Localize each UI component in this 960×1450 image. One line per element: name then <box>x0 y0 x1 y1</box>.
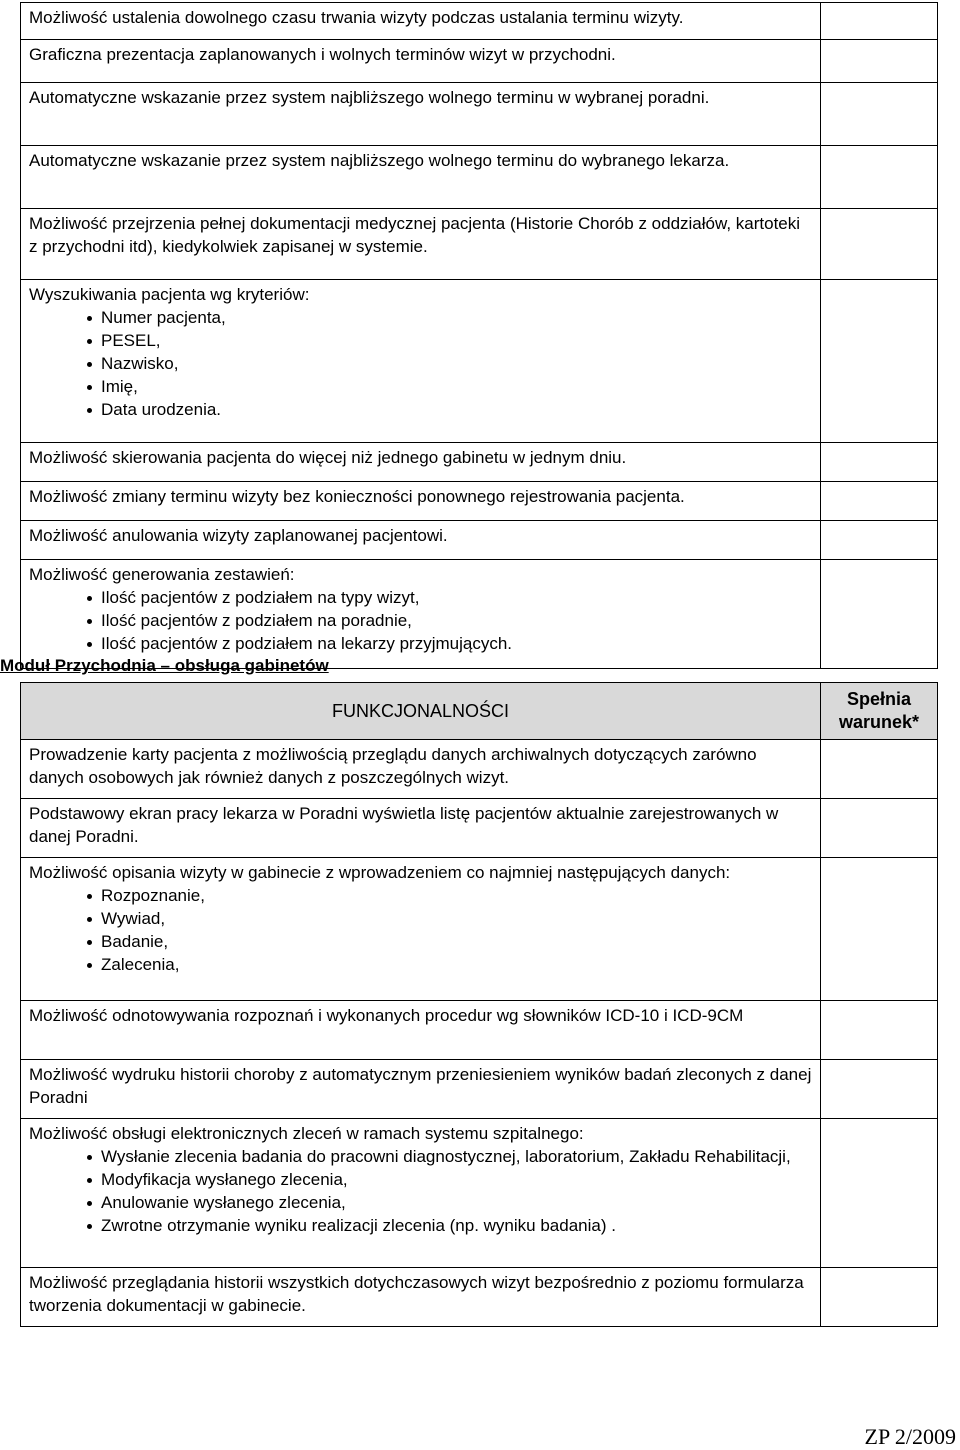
table-row <box>21 3 938 40</box>
condition-met-cell[interactable] <box>821 1060 938 1119</box>
requirement-cell <box>21 146 821 209</box>
requirement-text: Możliwość przejrzenia pełnej dokumentacji medycznej pacjenta (Historie Chorób z oddziałów, kartoteki z przychodni itd), kiedykolwiek zapisanej w systemie. <box>29 214 801 256</box>
condition-met-cell[interactable] <box>821 3 938 40</box>
condition-met-cell[interactable] <box>821 1119 938 1268</box>
condition-met-cell[interactable] <box>821 83 938 146</box>
condition-met-cell[interactable] <box>821 280 938 443</box>
requirements-table-clinic <box>20 682 938 1327</box>
requirement-cell <box>21 3 821 40</box>
requirement-list <box>29 1145 812 1237</box>
list-item: Zalecenia, <box>101 953 812 976</box>
requirement-list <box>29 884 812 976</box>
requirement-cell <box>21 1268 821 1327</box>
condition-met-cell[interactable] <box>821 443 938 482</box>
list-item: Wywiad, <box>101 907 812 930</box>
list-item: Anulowanie wysłanego zlecenia, <box>101 1191 812 1214</box>
requirement-text: Automatyczne wskazanie przez system najbliższego wolnego terminu w wybranej poradni. <box>29 88 710 107</box>
requirement-cell <box>21 40 821 83</box>
requirement-cell <box>21 482 821 521</box>
table-row <box>21 521 938 560</box>
requirement-cell <box>21 280 821 443</box>
requirements-table-registration <box>20 2 938 669</box>
requirement-cell <box>21 1001 821 1060</box>
requirement-text: Wyszukiwania pacjenta wg kryteriów: <box>29 285 310 304</box>
requirement-text: Podstawowy ekran pracy lekarza w Poradni wyświetla listę pacjentów aktualnie zarejestrowanych w danej Poradni. <box>29 804 779 846</box>
condition-met-cell[interactable] <box>821 40 938 83</box>
condition-met-cell[interactable] <box>821 799 938 858</box>
requirement-text: Możliwość skierowania pacjenta do więcej niż jednego gabinetu w jednym dniu. <box>29 448 627 467</box>
list-item: Ilość pacjentów z podziałem na lekarzy przyjmujących. <box>101 632 812 655</box>
condition-met-cell[interactable] <box>821 482 938 521</box>
list-item: Ilość pacjentów z podziałem na poradnie, <box>101 609 812 632</box>
requirement-text: Możliwość ustalenia dowolnego czasu trwania wizyty podczas ustalania terminu wizyty. <box>29 8 684 27</box>
table-row <box>21 858 938 1001</box>
table-row <box>21 799 938 858</box>
header-condition-line2: warunek* <box>838 712 920 732</box>
table-row <box>21 1268 938 1327</box>
requirement-text: Graficzna prezentacja zaplanowanych i wolnych terminów wizyt w przychodni. <box>29 45 616 64</box>
condition-met-cell[interactable] <box>821 858 938 1001</box>
requirement-text: Możliwość anulowania wizyty zaplanowanej pacjentowi. <box>29 526 448 545</box>
header-functionalities: FUNKCJONALNOŚCI <box>21 683 821 740</box>
list-item: Zwrotne otrzymanie wyniku realizacji zlecenia (np. wyniku badania) . <box>101 1214 812 1237</box>
requirement-cell <box>21 209 821 280</box>
requirement-text: Możliwość odnotowywania rozpoznań i wykonanych procedur wg słowników ICD-10 i ICD-9CM <box>29 1006 744 1025</box>
list-item: Rozpoznanie, <box>101 884 812 907</box>
list-item: Numer pacjenta, <box>101 306 812 329</box>
document-reference: ZP 2/2009 <box>864 1424 956 1449</box>
requirement-text: Możliwość obsługi elektronicznych zleceń w ramach systemu szpitalnego: <box>29 1124 584 1143</box>
table-row <box>21 740 938 799</box>
requirement-cell <box>21 799 821 858</box>
requirement-text: Automatyczne wskazanie przez system najbliższego wolnego terminu do wybranego lekarza. <box>29 151 730 170</box>
table-row <box>21 1001 938 1060</box>
requirement-cell <box>21 521 821 560</box>
header-condition-met <box>821 683 938 740</box>
condition-met-cell[interactable] <box>821 209 938 280</box>
requirement-cell <box>21 560 821 669</box>
requirement-cell <box>21 1119 821 1268</box>
condition-met-cell[interactable] <box>821 146 938 209</box>
table-row <box>21 560 938 669</box>
table-row <box>21 1060 938 1119</box>
list-item: Modyfikacja wysłanego zlecenia, <box>101 1168 812 1191</box>
condition-met-cell[interactable] <box>821 521 938 560</box>
requirement-text: Możliwość wydruku historii choroby z automatycznym przeniesieniem wyników badań zleconych z danej Poradni <box>29 1065 812 1107</box>
list-item: Ilość pacjentów z podziałem na typy wizyt, <box>101 586 812 609</box>
list-item: Badanie, <box>101 930 812 953</box>
requirement-cell <box>21 858 821 1001</box>
table-row <box>21 280 938 443</box>
condition-met-cell[interactable] <box>821 740 938 799</box>
table-row <box>21 443 938 482</box>
table-row <box>21 40 938 83</box>
requirement-text: Możliwość przeglądania historii wszystkich dotychczasowych wizyt bezpośrednio z poziomu formularza tworzenia dokumentacji w gabinecie. <box>29 1273 804 1315</box>
requirement-text: Możliwość opisania wizyty w gabinecie z wprowadzeniem co najmniej następujących danych: <box>29 863 731 882</box>
list-item: Imię, <box>101 375 812 398</box>
requirement-text: Możliwość zmiany terminu wizyty bez konieczności ponownego rejestrowania pacjenta. <box>29 487 685 506</box>
condition-met-cell[interactable] <box>821 1001 938 1060</box>
requirement-cell <box>21 1060 821 1119</box>
requirement-text: Możliwość generowania zestawień: <box>29 565 295 584</box>
table-row <box>21 83 938 146</box>
requirement-cell <box>21 443 821 482</box>
table-header-row <box>21 683 938 740</box>
list-item: Wysłanie zlecenia badania do pracowni diagnostycznej, laboratorium, Zakładu Rehabilitacji, <box>101 1145 812 1168</box>
list-item: PESEL, <box>101 329 812 352</box>
condition-met-cell[interactable] <box>821 560 938 669</box>
list-item: Data urodzenia. <box>101 398 812 421</box>
condition-met-cell[interactable] <box>821 1268 938 1327</box>
requirement-cell <box>21 740 821 799</box>
table-row <box>21 146 938 209</box>
header-condition-line1: Spełnia <box>846 689 912 709</box>
table-row <box>21 482 938 521</box>
requirement-list <box>29 586 812 655</box>
requirement-text: Prowadzenie karty pacjenta z możliwością przeglądu danych archiwalnych dotyczących zarówno danych osobowych jak również danych z poszczególnych wizyt. <box>29 745 757 787</box>
requirement-list <box>29 306 812 421</box>
table-row <box>21 209 938 280</box>
list-item: Nazwisko, <box>101 352 812 375</box>
section-heading: Moduł Przychodnia – obsługa gabinetów <box>0 656 329 675</box>
table-row <box>21 1119 938 1268</box>
requirement-cell <box>21 83 821 146</box>
